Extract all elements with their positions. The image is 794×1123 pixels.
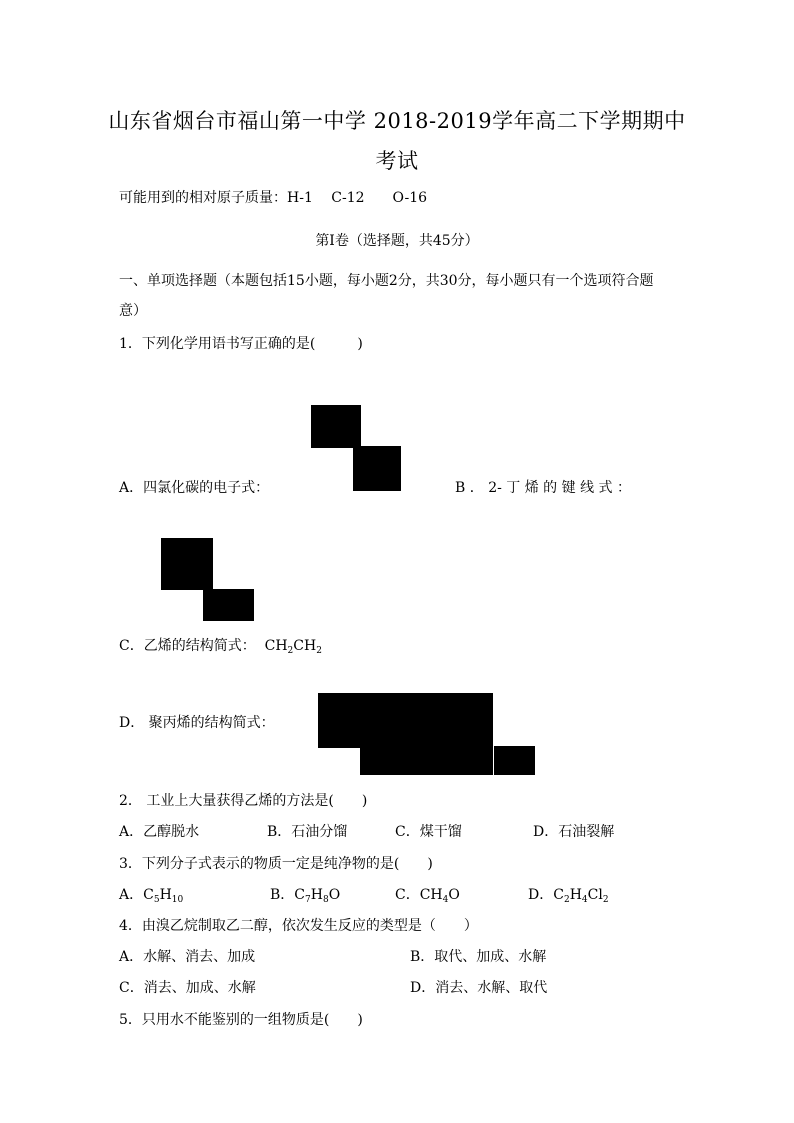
q1-option-c-label: C．乙烯的结构简式：: [119, 638, 256, 654]
q1-d-structure-image: [318, 693, 493, 748]
doc-title-line1: 山东省烟台市福山第一中学 2018-2019学年高二下学期期中: [108, 109, 686, 133]
q1-a-structure-image-part2: [353, 446, 401, 491]
q1-d-structure-image-part2: [360, 746, 493, 775]
q4-option-b: B．取代、加成、水解: [410, 949, 547, 965]
q2-stem: 2． 工业上大量获得乙烯的方法是( ): [119, 793, 368, 809]
q4-option-c: C．消去、加成、水解: [119, 980, 256, 996]
q2-option-b: B．石油分馏: [267, 824, 348, 840]
part1-heading: 第Ⅰ卷（选择题，共45分）: [315, 233, 479, 249]
q1-option-d: D． 聚丙烯的结构简式：: [119, 715, 275, 731]
q4-stem: 4．由溴乙烷制取乙二醇，依次发生反应的类型是（ ）: [119, 918, 478, 934]
q1-d-structure-image-part3: [494, 746, 535, 775]
q1-option-c-formula: $CH_2CH_2$: [264, 638, 322, 656]
q3-option-d: D．$C_2H_4Cl_2$: [528, 887, 609, 905]
q3-option-b: B．$C_7H_8O$: [270, 887, 341, 905]
q1-a-structure-image: [311, 405, 361, 448]
q1-option-a: A．四氯化碳的电子式：: [119, 480, 270, 496]
q4-option-a: A．水解、消去、加成: [119, 949, 256, 965]
q1-b-structure-image: [161, 538, 213, 590]
section1-instructions-line1: 一、单项选择题（本题包括15小题，每小题2分，共30分，每小题只有一个选项符合题: [119, 273, 654, 289]
q2-option-c: C．煤干馏: [395, 824, 462, 840]
q3-option-a: A．$C_5H_{10}$: [119, 887, 184, 905]
q4-option-d: D．消去、水解、取代: [410, 980, 548, 996]
q3-option-c: C．$CH_4O$: [395, 887, 460, 905]
q2-option-d: D．石油裂解: [533, 824, 615, 840]
q2-option-a: A．乙醇脱水: [119, 824, 200, 840]
q1-stem: 1．下列化学用语书写正确的是( ): [119, 336, 363, 352]
q3-stem: 3．下列分子式表示的物质一定是纯净物的是( ): [119, 856, 433, 872]
q1-option-c: [119, 635, 322, 655]
q1-option-b: B ． 2- 丁 烯 的 键 线 式 ：: [455, 480, 631, 496]
q1-b-structure-image-part2: [203, 589, 254, 621]
section1-instructions-line2: 意）: [119, 303, 147, 319]
q5-stem: 5．只用水不能鉴别的一组物质是( ): [119, 1012, 363, 1028]
atomic-mass-note: 可能用到的相对原子质量：H-1 C-12 O-16: [119, 190, 428, 206]
doc-title-line2: 考试: [375, 149, 419, 173]
